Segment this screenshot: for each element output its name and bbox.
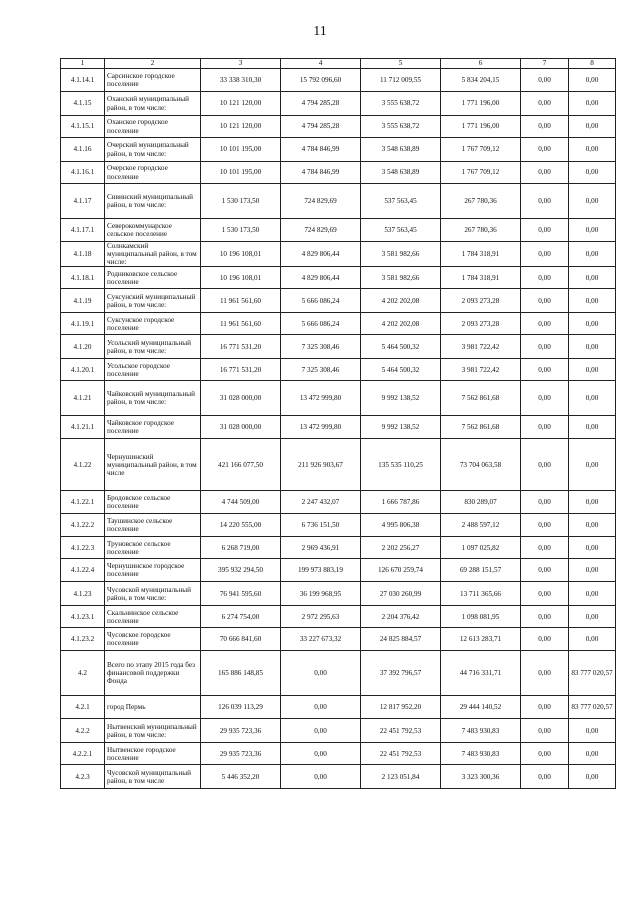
cell-col-6: 1 784 318,91 <box>441 267 521 289</box>
cell-col-1: 4.1.22.1 <box>61 491 105 514</box>
cell-col-1: 4.1.22.2 <box>61 514 105 537</box>
table-row <box>61 116 616 138</box>
cell-col-7: 0,00 <box>521 719 569 743</box>
cell-col-5: 3 548 638,89 <box>361 162 441 184</box>
cell-col-7: 0,00 <box>521 313 569 335</box>
cell-col-7: 0,00 <box>521 606 569 628</box>
cell-col-1: 4.2.2.1 <box>61 743 105 765</box>
cell-col-4: 6 736 151,50 <box>281 514 361 537</box>
cell-col-4: 0,00 <box>281 651 361 696</box>
cell-col-3: 4 744 509,00 <box>201 491 281 514</box>
cell-col-3: 11 961 561,60 <box>201 289 281 313</box>
cell-col-8: 0,00 <box>569 69 616 92</box>
cell-col-8: 0,00 <box>569 514 616 537</box>
cell-col-4: 7 325 308,46 <box>281 359 361 381</box>
cell-col-2: Скальнинское сельское поселение <box>105 606 201 628</box>
cell-col-2: Оханский муниципальный район, в том числе: <box>105 92 201 116</box>
cell-col-4: 33 227 673,32 <box>281 628 361 651</box>
cell-col-7: 0,00 <box>521 559 569 582</box>
cell-col-5: 4 202 202,08 <box>361 289 441 313</box>
table-row <box>61 184 616 219</box>
cell-col-8: 0,00 <box>569 92 616 116</box>
cell-col-5: 11 712 009,55 <box>361 69 441 92</box>
cell-col-3: 6 268 719,00 <box>201 537 281 559</box>
cell-col-2: Сарсинское городское поселение <box>105 69 201 92</box>
cell-col-7: 0,00 <box>521 765 569 789</box>
cell-col-6: 7 483 930,83 <box>441 719 521 743</box>
cell-col-2: Чайковский муниципальный район, в том числе: <box>105 381 201 416</box>
table-row <box>61 743 616 765</box>
cell-col-5: 5 464 500,32 <box>361 359 441 381</box>
cell-col-3: 76 941 595,60 <box>201 582 281 606</box>
header-row <box>61 59 616 69</box>
cell-col-6: 73 704 063,58 <box>441 439 521 491</box>
cell-col-1: 4.1.23.2 <box>61 628 105 651</box>
cell-col-8: 83 777 020,57 <box>569 651 616 696</box>
cell-col-4: 36 199 968,95 <box>281 582 361 606</box>
cell-col-7: 0,00 <box>521 219 569 242</box>
cell-col-3: 14 220 555,00 <box>201 514 281 537</box>
cell-col-7: 0,00 <box>521 335 569 359</box>
cell-col-3: 31 028 000,00 <box>201 381 281 416</box>
cell-col-5: 1 666 787,86 <box>361 491 441 514</box>
cell-col-2: Бродовское сельское поселение <box>105 491 201 514</box>
cell-col-2: Оханское городское поселение <box>105 116 201 138</box>
table-row <box>61 537 616 559</box>
cell-col-3: 1 530 173,50 <box>201 184 281 219</box>
cell-col-4: 4 794 285,28 <box>281 116 361 138</box>
cell-col-7: 0,00 <box>521 416 569 439</box>
table-row <box>61 242 616 267</box>
table-row <box>61 219 616 242</box>
cell-col-4: 199 973 883,19 <box>281 559 361 582</box>
cell-col-1: 4.1.19.1 <box>61 313 105 335</box>
cell-col-2: Чайковское городское поселение <box>105 416 201 439</box>
cell-col-5: 24 825 884,57 <box>361 628 441 651</box>
budget-table <box>60 58 616 789</box>
cell-col-2: Труновское сельское поселение <box>105 537 201 559</box>
table-row <box>61 719 616 743</box>
cell-col-8: 0,00 <box>569 359 616 381</box>
cell-col-4: 7 325 308,46 <box>281 335 361 359</box>
cell-col-6: 267 780,36 <box>441 219 521 242</box>
cell-col-2: Нытвенское городское поселение <box>105 743 201 765</box>
cell-col-3: 16 771 531,20 <box>201 335 281 359</box>
cell-col-8: 0,00 <box>569 184 616 219</box>
cell-col-6: 1 771 196,00 <box>441 92 521 116</box>
cell-col-1: 4.2.1 <box>61 696 105 719</box>
cell-col-3: 70 666 841,60 <box>201 628 281 651</box>
cell-col-8: 0,00 <box>569 491 616 514</box>
cell-col-1: 4.1.23 <box>61 582 105 606</box>
cell-col-3: 29 935 723,36 <box>201 719 281 743</box>
cell-col-7: 0,00 <box>521 491 569 514</box>
cell-col-3: 6 274 754,00 <box>201 606 281 628</box>
cell-col-4: 5 666 086,24 <box>281 313 361 335</box>
cell-col-1: 4.1.16 <box>61 138 105 162</box>
header-cell: 5 <box>361 59 441 69</box>
cell-col-1: 4.1.22.4 <box>61 559 105 582</box>
table-row <box>61 439 616 491</box>
cell-col-5: 4 995 806,38 <box>361 514 441 537</box>
cell-col-3: 395 932 294,50 <box>201 559 281 582</box>
table-row <box>61 359 616 381</box>
cell-col-3: 11 961 561,60 <box>201 313 281 335</box>
cell-col-8: 0,00 <box>569 242 616 267</box>
cell-col-5: 37 392 796,57 <box>361 651 441 696</box>
cell-col-3: 10 196 108,01 <box>201 242 281 267</box>
header-cell: 2 <box>105 59 201 69</box>
cell-col-4: 2 969 436,91 <box>281 537 361 559</box>
cell-col-6: 1 771 196,00 <box>441 116 521 138</box>
cell-col-7: 0,00 <box>521 628 569 651</box>
cell-col-4: 0,00 <box>281 696 361 719</box>
cell-col-5: 3 555 638,72 <box>361 92 441 116</box>
cell-col-7: 0,00 <box>521 138 569 162</box>
header-cell: 4 <box>281 59 361 69</box>
cell-col-5: 537 563,45 <box>361 184 441 219</box>
cell-col-3: 10 101 195,00 <box>201 138 281 162</box>
cell-col-8: 0,00 <box>569 289 616 313</box>
cell-col-1: 4.1.20 <box>61 335 105 359</box>
cell-col-2: Чернушинский муниципальный район, в том числе <box>105 439 201 491</box>
cell-col-7: 0,00 <box>521 92 569 116</box>
cell-col-6: 7 562 861,68 <box>441 381 521 416</box>
table-row <box>61 416 616 439</box>
cell-col-4: 13 472 999,80 <box>281 416 361 439</box>
cell-col-3: 10 196 108,01 <box>201 267 281 289</box>
cell-col-6: 1 784 318,91 <box>441 242 521 267</box>
cell-col-4: 4 829 806,44 <box>281 267 361 289</box>
cell-col-1: 4.1.16.1 <box>61 162 105 184</box>
cell-col-8: 0,00 <box>569 416 616 439</box>
cell-col-6: 1 767 709,12 <box>441 162 521 184</box>
cell-col-2: Очерский муниципальный район, в том числе: <box>105 138 201 162</box>
cell-col-4: 724 829,69 <box>281 184 361 219</box>
cell-col-8: 0,00 <box>569 582 616 606</box>
cell-col-7: 0,00 <box>521 289 569 313</box>
cell-col-1: 4.1.18 <box>61 242 105 267</box>
cell-col-4: 2 247 432,07 <box>281 491 361 514</box>
cell-col-6: 267 780,36 <box>441 184 521 219</box>
cell-col-7: 0,00 <box>521 359 569 381</box>
cell-col-8: 0,00 <box>569 381 616 416</box>
cell-col-7: 0,00 <box>521 582 569 606</box>
cell-col-5: 22 451 792,53 <box>361 743 441 765</box>
header-cell: 6 <box>441 59 521 69</box>
cell-col-5: 4 202 202,08 <box>361 313 441 335</box>
cell-col-7: 0,00 <box>521 651 569 696</box>
cell-col-6: 12 613 283,71 <box>441 628 521 651</box>
cell-col-1: 4.1.19 <box>61 289 105 313</box>
cell-col-1: 4.1.22 <box>61 439 105 491</box>
cell-col-5: 12 817 952,20 <box>361 696 441 719</box>
cell-col-2: Нытвенский муниципальный район, в том числе: <box>105 719 201 743</box>
cell-col-3: 126 039 113,29 <box>201 696 281 719</box>
cell-col-4: 2 972 295,63 <box>281 606 361 628</box>
cell-col-5: 5 464 500,32 <box>361 335 441 359</box>
table-row <box>61 267 616 289</box>
cell-col-2: Суксунский муниципальный район, в том числе: <box>105 289 201 313</box>
cell-col-8: 0,00 <box>569 559 616 582</box>
cell-col-8: 0,00 <box>569 743 616 765</box>
cell-col-1: 4.2 <box>61 651 105 696</box>
header-cell: 8 <box>569 59 616 69</box>
table-row <box>61 381 616 416</box>
cell-col-5: 135 535 110,25 <box>361 439 441 491</box>
cell-col-3: 165 886 148,85 <box>201 651 281 696</box>
table-row <box>61 313 616 335</box>
cell-col-2: Чернушинское городское поселение <box>105 559 201 582</box>
cell-col-3: 33 338 310,30 <box>201 69 281 92</box>
cell-col-7: 0,00 <box>521 116 569 138</box>
cell-col-7: 0,00 <box>521 381 569 416</box>
cell-col-3: 10 121 120,00 <box>201 92 281 116</box>
cell-col-6: 69 288 151,57 <box>441 559 521 582</box>
cell-col-7: 0,00 <box>521 537 569 559</box>
header-cell: 3 <box>201 59 281 69</box>
table-row <box>61 162 616 184</box>
cell-col-4: 0,00 <box>281 719 361 743</box>
table-row <box>61 696 616 719</box>
cell-col-3: 31 028 000,00 <box>201 416 281 439</box>
cell-col-8: 0,00 <box>569 267 616 289</box>
table-row <box>61 491 616 514</box>
table-row <box>61 582 616 606</box>
cell-col-1: 4.2.2 <box>61 719 105 743</box>
cell-col-3: 5 446 352,20 <box>201 765 281 789</box>
cell-col-1: 4.2.3 <box>61 765 105 789</box>
header-cell: 1 <box>61 59 105 69</box>
cell-col-8: 0,00 <box>569 138 616 162</box>
cell-col-3: 29 935 723,36 <box>201 743 281 765</box>
page-number: 11 <box>313 24 327 39</box>
cell-col-8: 0,00 <box>569 162 616 184</box>
cell-col-4: 0,00 <box>281 743 361 765</box>
table-row <box>61 628 616 651</box>
cell-col-1: 4.1.22.3 <box>61 537 105 559</box>
cell-col-5: 27 030 260,99 <box>361 582 441 606</box>
cell-col-4: 4 784 846,99 <box>281 162 361 184</box>
table-row <box>61 559 616 582</box>
cell-col-7: 0,00 <box>521 696 569 719</box>
cell-col-6: 7 483 930,83 <box>441 743 521 765</box>
cell-col-8: 0,00 <box>569 116 616 138</box>
cell-col-4: 0,00 <box>281 765 361 789</box>
cell-col-6: 1 098 081,95 <box>441 606 521 628</box>
cell-col-5: 3 581 982,66 <box>361 242 441 267</box>
cell-col-7: 0,00 <box>521 184 569 219</box>
cell-col-6: 3 981 722,42 <box>441 335 521 359</box>
cell-col-8: 0,00 <box>569 606 616 628</box>
table-row <box>61 92 616 116</box>
cell-col-4: 211 926 903,67 <box>281 439 361 491</box>
cell-col-2: Родниковское сельское поселение <box>105 267 201 289</box>
cell-col-1: 4.1.15 <box>61 92 105 116</box>
cell-col-3: 10 121 120,00 <box>201 116 281 138</box>
cell-col-8: 0,00 <box>569 765 616 789</box>
header-cell: 7 <box>521 59 569 69</box>
cell-col-4: 724 829,69 <box>281 219 361 242</box>
cell-col-5: 537 563,45 <box>361 219 441 242</box>
cell-col-8: 83 777 020,57 <box>569 696 616 719</box>
cell-col-3: 1 530 173,50 <box>201 219 281 242</box>
cell-col-8: 0,00 <box>569 537 616 559</box>
cell-col-7: 0,00 <box>521 162 569 184</box>
cell-col-1: 4.1.14.1 <box>61 69 105 92</box>
cell-col-1: 4.1.23.1 <box>61 606 105 628</box>
cell-col-2: Чусовское городское поселение <box>105 628 201 651</box>
cell-col-8: 0,00 <box>569 219 616 242</box>
cell-col-2: Солнкамский муниципальный район, в том числе: <box>105 242 201 267</box>
cell-col-2: Суксунское городское поселение <box>105 313 201 335</box>
cell-col-1: 4.1.21.1 <box>61 416 105 439</box>
cell-col-8: 0,00 <box>569 719 616 743</box>
cell-col-4: 4 794 285,28 <box>281 92 361 116</box>
cell-col-5: 2 204 376,42 <box>361 606 441 628</box>
cell-col-4: 15 792 096,60 <box>281 69 361 92</box>
cell-col-2: Очерское городское поселение <box>105 162 201 184</box>
cell-col-6: 29 444 140,52 <box>441 696 521 719</box>
table-row <box>61 289 616 313</box>
cell-col-6: 3 323 300,36 <box>441 765 521 789</box>
table-row <box>61 765 616 789</box>
cell-col-4: 5 666 086,24 <box>281 289 361 313</box>
cell-col-7: 0,00 <box>521 69 569 92</box>
table-row <box>61 514 616 537</box>
cell-col-7: 0,00 <box>521 743 569 765</box>
cell-col-1: 4.1.15.1 <box>61 116 105 138</box>
table-row <box>61 606 616 628</box>
cell-col-6: 2 488 597,12 <box>441 514 521 537</box>
cell-col-6: 7 562 861,68 <box>441 416 521 439</box>
cell-col-5: 3 548 638,89 <box>361 138 441 162</box>
cell-col-5: 3 555 638,72 <box>361 116 441 138</box>
cell-col-2: Всего по этапу 2015 года без финансовой поддержки Фонда <box>105 651 201 696</box>
cell-col-3: 16 771 531,20 <box>201 359 281 381</box>
cell-col-8: 0,00 <box>569 628 616 651</box>
cell-col-6: 13 711 365,66 <box>441 582 521 606</box>
cell-col-2: Таушинское сельское поселение <box>105 514 201 537</box>
cell-col-2: Усольский муниципальный район, в том числе: <box>105 335 201 359</box>
cell-col-4: 4 829 806,44 <box>281 242 361 267</box>
cell-col-6: 1 097 025,82 <box>441 537 521 559</box>
cell-col-3: 10 101 195,00 <box>201 162 281 184</box>
cell-col-1: 4.1.20.1 <box>61 359 105 381</box>
cell-col-5: 2 123 051,84 <box>361 765 441 789</box>
cell-col-2: город Пермь <box>105 696 201 719</box>
cell-col-7: 0,00 <box>521 514 569 537</box>
cell-col-6: 44 716 331,71 <box>441 651 521 696</box>
cell-col-1: 4.1.17.1 <box>61 219 105 242</box>
cell-col-5: 22 451 792,53 <box>361 719 441 743</box>
cell-col-2: Чусовской муниципальный район, в том числе: <box>105 582 201 606</box>
cell-col-1: 4.1.17 <box>61 184 105 219</box>
cell-col-5: 2 202 256,27 <box>361 537 441 559</box>
cell-col-7: 0,00 <box>521 439 569 491</box>
table-row <box>61 138 616 162</box>
cell-col-1: 4.1.18.1 <box>61 267 105 289</box>
cell-col-4: 4 784 846,99 <box>281 138 361 162</box>
cell-col-8: 0,00 <box>569 335 616 359</box>
cell-col-2: Чусовской муниципальный район, в том числе <box>105 765 201 789</box>
cell-col-6: 2 093 273,28 <box>441 289 521 313</box>
table-row <box>61 335 616 359</box>
cell-col-7: 0,00 <box>521 267 569 289</box>
cell-col-5: 126 670 259,74 <box>361 559 441 582</box>
cell-col-6: 5 834 204,15 <box>441 69 521 92</box>
cell-col-7: 0,00 <box>521 242 569 267</box>
cell-col-4: 13 472 999,80 <box>281 381 361 416</box>
cell-col-5: 9 992 138,52 <box>361 416 441 439</box>
cell-col-8: 0,00 <box>569 313 616 335</box>
cell-col-6: 830 289,07 <box>441 491 521 514</box>
cell-col-6: 3 981 722,42 <box>441 359 521 381</box>
cell-col-3: 421 166 077,50 <box>201 439 281 491</box>
cell-col-5: 3 581 982,66 <box>361 267 441 289</box>
cell-col-2: Сивинский муниципальный район, в том числе: <box>105 184 201 219</box>
cell-col-2: Усольское городское поселение <box>105 359 201 381</box>
cell-col-6: 1 767 709,12 <box>441 138 521 162</box>
cell-col-1: 4.1.21 <box>61 381 105 416</box>
cell-col-2: Северокоммунарское сельское поселение <box>105 219 201 242</box>
cell-col-6: 2 093 273,28 <box>441 313 521 335</box>
table-row <box>61 651 616 696</box>
cell-col-5: 9 992 138,52 <box>361 381 441 416</box>
cell-col-8: 0,00 <box>569 439 616 491</box>
table-row <box>61 69 616 92</box>
